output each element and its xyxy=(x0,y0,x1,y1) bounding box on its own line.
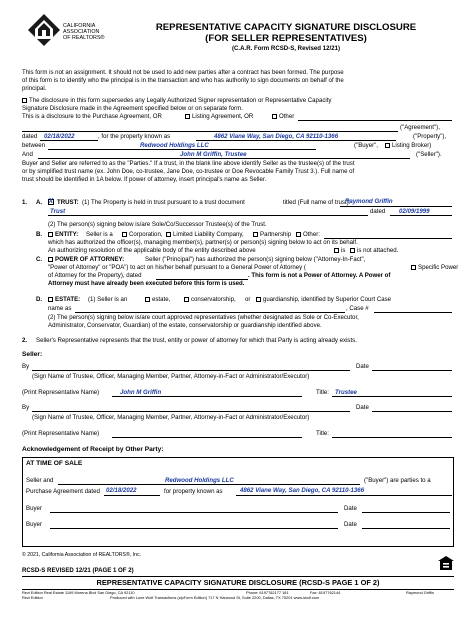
specific-poa-checkbox[interactable] xyxy=(411,265,416,270)
estate-text-3: (2) The person(s) signing below is/are court approved representatives (whether designated as Sole or Co-Executor, xyxy=(48,314,359,321)
print-name-label-1: (Print Representative Name) xyxy=(22,389,100,396)
buyer-value: Redwood Holdings LLC xyxy=(140,142,209,149)
seller-date-line-2[interactable] xyxy=(372,411,452,412)
ack-pa-property-value: 4862 Viane Way, San Diego, CA 92110-1366 xyxy=(240,487,365,494)
fine-print-1-phone: Phone: 6197762177 181 xyxy=(246,590,289,595)
listing-broker-checkbox[interactable] xyxy=(385,143,390,148)
property-label: , for the property known as xyxy=(98,133,171,140)
fine-print-1-name: Raymond Griffin xyxy=(406,590,435,595)
poa-text-2b: Specific Power xyxy=(418,264,459,271)
listing-agreement-checkbox[interactable] xyxy=(185,114,190,119)
trust-titled: titled (Full name of trust): xyxy=(283,199,351,206)
case-name-line[interactable] xyxy=(75,312,345,313)
seller-by-label-1: By xyxy=(22,363,30,370)
estate-type-label: estate, xyxy=(152,296,171,303)
logo-line2: ASSOCIATION xyxy=(63,29,100,36)
supersede-line-1: The disclosure in this form supersedes any Legally Authorized Signer representation or Representative Capacity xyxy=(29,97,332,104)
section-2-text: Seller's Representative represents that the trust, entity or power of attorney for which that Party is acting already exists. xyxy=(36,337,357,344)
print-name-label-2: (Print Representative Name) xyxy=(22,430,100,437)
supersede-line-3b: Listing Agreement, OR xyxy=(192,113,254,120)
intro-line-1: This form is not an assignment. It should not be used to add new parties after a contract has been formed. The purpose xyxy=(22,69,344,76)
trust-checkbox-mark: X xyxy=(48,197,54,205)
poa-text-1: Seller ("Principal") has authorized the person(s) signing below ("Attorney-In-Fact", xyxy=(145,256,366,263)
llc-checkbox[interactable] xyxy=(166,232,171,237)
agreement-suffix: ("Agreement"), xyxy=(400,124,440,131)
ack-pa-date-value: 02/18/2022 xyxy=(106,487,137,494)
seller-suffix: ("Seller"). xyxy=(416,151,442,158)
title-label-2: Title: xyxy=(316,430,329,437)
conservatorship-checkbox[interactable] xyxy=(184,297,189,302)
ack-box xyxy=(22,457,454,547)
section-1a-letter: A. xyxy=(36,199,43,206)
poa-text-3a: of Attorney for the Property), dated xyxy=(48,272,142,279)
car-logo xyxy=(27,13,122,53)
ack-date-line-2[interactable] xyxy=(362,528,450,529)
poa-label: POWER OF ATTORNEY: xyxy=(55,256,125,263)
resolution-is-not-label: is not attached. xyxy=(357,247,399,254)
ack-buyer-label-2: Buyer xyxy=(26,521,42,528)
entity-text-2: which has authorized the officer(s), managing member(s), partner(s) or person(s) signing below to act on its behalf. xyxy=(48,239,358,246)
ack-buyer-signature-line-2[interactable] xyxy=(50,528,338,529)
partnership-label: Partnership xyxy=(260,231,292,238)
supersede-checkbox[interactable] xyxy=(22,98,27,103)
section-2-number: 2. xyxy=(22,337,28,344)
title-label-1: Title: xyxy=(316,389,329,396)
resolution-is-label: is xyxy=(341,247,346,254)
conservatorship-label: conservatorship, xyxy=(191,296,236,303)
guardianship-label: guardianship, identified by Superior Court Case xyxy=(263,296,392,303)
ack-date-line-1[interactable] xyxy=(362,512,450,513)
title-value-1: Trustee xyxy=(335,389,357,396)
estate-label: ESTATE: xyxy=(55,296,81,303)
trust-name-line-1[interactable] xyxy=(340,206,452,207)
entity-text-3: An authorizing resolution of the applicable body of the entity described above xyxy=(48,247,256,254)
trust-label: TRUST: xyxy=(57,199,79,206)
estate-text-1a: (1) Seller is an xyxy=(88,296,128,303)
resolution-is-not-checkbox[interactable] xyxy=(350,248,355,253)
seller-date-line-1[interactable] xyxy=(372,370,452,371)
guardianship-checkbox[interactable] xyxy=(256,297,261,302)
ack-parties-text: ("Buyer") are parties to a xyxy=(364,477,431,484)
bottom-title: REPRESENTATIVE CAPACITY SIGNATURE DISCLOSURE (RCSD-S PAGE 1 OF 2) xyxy=(96,578,380,587)
entity-label: ENTITY: xyxy=(55,231,79,238)
parties-text-3: trust should be identified in 1A below. If power of attorney, insert principal's name as Seller. xyxy=(22,176,267,183)
ack-pa-date-line[interactable] xyxy=(104,495,160,496)
between-label: between xyxy=(22,142,46,149)
print-name-value-1: John M Griffin xyxy=(120,389,162,396)
trust-date-value: 02/09/1999 xyxy=(399,208,430,215)
and-label: And xyxy=(22,151,33,158)
supersede-line-3c: Other xyxy=(279,113,295,120)
fine-print-1-fax: Fax: 6197762144 xyxy=(310,590,341,595)
section-1-number: 1. xyxy=(22,199,28,206)
at-time-of-sale-title: AT TIME OF SALE xyxy=(26,460,83,467)
sign-caption-2: (Sign Name of Trustee, Officer, Managing Member, Partner, Attorney-in-Fact or Administrator/Executor) xyxy=(32,414,310,421)
logo-line1: CALIFORNIA xyxy=(63,23,96,29)
resolution-is-checkbox[interactable] xyxy=(334,248,339,253)
other-agreement-line[interactable] xyxy=(298,120,452,121)
intro-line-3: principal. xyxy=(22,85,47,92)
supersede-line-3a: This is a disclosure to the Purchase Agreement, OR xyxy=(22,113,162,120)
agreement-date-value: 02/18/2022 xyxy=(44,133,75,140)
revised-text: RCSD-S REVISED 12/21 (PAGE 1 OF 2) xyxy=(22,567,134,574)
ack-pa-dated: Purchase Agreement dated xyxy=(26,488,100,495)
ack-buyer-label-1: Buyer xyxy=(26,505,42,512)
estate-type-checkbox[interactable] xyxy=(145,297,150,302)
case-number-line[interactable] xyxy=(374,312,452,313)
ack-heading: Acknowledgement of Receipt by Other Party: xyxy=(22,446,164,453)
ack-pa-property-label: for property known as xyxy=(164,488,223,495)
seller-value: John M Griffin, Trustee xyxy=(180,151,247,158)
parties-text-1: Buyer and Seller are referred to as the "Parties." If a trust, in the blank line above identify Seller as the trustee(s) of the trust xyxy=(22,160,355,167)
ack-pa-property-line[interactable] xyxy=(236,495,452,496)
estate-text-2b: , Case # xyxy=(346,305,369,312)
fine-print-2-left: Rezi Edition xyxy=(22,595,43,600)
poa-text-4: Attorney must have already been executed before this form is used. xyxy=(48,280,245,287)
ack-buyer-value: Redwood Holdings LLC xyxy=(165,477,234,484)
form-subtitle-2: (C.A.R. Form RCSD-S, Revised 12/21) xyxy=(231,45,341,52)
corporation-label: Corporation, xyxy=(129,231,163,238)
section-1c-letter: C. xyxy=(36,256,43,263)
parties-text-2: or by simplified trust name (ex. John Doe, co-trustee, Jane Doe, co-trustee or Doe Revocable Family Trust 3.). Full name of xyxy=(22,168,355,175)
logo-text xyxy=(63,23,105,42)
intro-line-2: of this form is to identify who the principal is in the transaction and who has authority to sign documents on behalf of the xyxy=(22,77,344,84)
logo-line3: OF REALTORS® xyxy=(63,35,105,42)
form-title: REPRESENTATIVE CAPACITY SIGNATURE DISCLOSURE xyxy=(155,22,417,33)
dated-label: dated xyxy=(22,133,38,140)
seller-date-label-2: Date xyxy=(356,404,369,411)
entity-text-1: Seller is a xyxy=(86,231,113,238)
form-subtitle-1: (FOR SELLER REPRESENTATIVES) xyxy=(205,33,367,44)
house-logo-icon xyxy=(27,13,61,47)
listing-broker-label: Listing Broker) xyxy=(392,142,432,149)
print-name-line-2[interactable] xyxy=(112,437,302,438)
seller-signature-line-2[interactable] xyxy=(32,411,350,412)
seller-by-label-2: By xyxy=(22,404,30,411)
entity-other-checkbox[interactable] xyxy=(296,232,301,237)
estate-checkbox[interactable] xyxy=(48,297,53,302)
section-1b-letter: B. xyxy=(36,231,43,238)
section-1d-letter: D. xyxy=(36,296,43,303)
entity-checkbox[interactable] xyxy=(48,232,53,237)
fine-print-1-left: Rezi Edition Real Estate 1169 Morena Blvd San Diego, CA 92110 xyxy=(22,590,135,595)
poa-text-3b: . This form is not a Power of Attorney. A Power of xyxy=(248,272,391,279)
agreement-description-line[interactable] xyxy=(22,131,398,132)
ack-seller-and: Seller and xyxy=(26,477,54,484)
footer-rule xyxy=(22,576,454,577)
trust-name-value-1: Raymond Griffin xyxy=(345,198,393,205)
title-line-2[interactable] xyxy=(332,437,452,438)
ack-buyer-signature-line-1[interactable] xyxy=(50,512,338,513)
supersede-line-2: Signature Disclosure made in the Agreement specified below or on separate form. xyxy=(22,105,243,112)
buyer-suffix: ("Buyer", xyxy=(354,142,378,149)
copyright-text: © 2021, California Association of REALTORS®, Inc. xyxy=(22,552,142,558)
estate-or-label: or xyxy=(245,296,251,303)
partnership-checkbox[interactable] xyxy=(253,232,258,237)
trust-a2-text: (2) The person(s) signing below is/are Sole/Co/Successor Trustee(s) of the Trust. xyxy=(48,221,267,228)
poa-text-2a: "Power of Attorney" or "POA") to act on his/her behalf pursuant to a General Power of Attorney ( xyxy=(48,264,306,271)
estate-text-2a: name as xyxy=(48,305,72,312)
trust-dated-label: dated xyxy=(370,208,386,215)
property-suffix: ("Property"), xyxy=(413,133,447,140)
equal-housing-icon xyxy=(438,556,454,570)
seller-heading: Seller: xyxy=(22,351,43,358)
corporation-checkbox[interactable] xyxy=(122,232,127,237)
fine-print-2-mid: Produced with Lone Wolf Transactions (zipForm Edition) 717 N Harwood St, Suite 2200, Dallas, TX 75201 www.lwolf.com xyxy=(110,595,320,600)
ack-date-label-2: Date xyxy=(344,521,357,528)
seller-signature-line-1[interactable] xyxy=(32,370,350,371)
llc-label: Limited Liability Company, xyxy=(173,231,244,238)
ack-date-label-1: Date xyxy=(344,505,357,512)
seller-date-label-1: Date xyxy=(356,363,369,370)
trust-text: (1) The Property is held in trust pursuant to a trust document xyxy=(82,199,245,206)
entity-other-label: Other: xyxy=(303,231,320,238)
trust-name-value-2: Trust xyxy=(50,208,66,215)
estate-text-4: Administrator, Conservator, Guardian) of the estate, conservatorship or guardianship identified above. xyxy=(48,322,322,329)
other-agreement-checkbox[interactable] xyxy=(272,114,277,119)
property-value: 4862 Viane Way, San Diego, CA 92110-1366 xyxy=(214,133,339,140)
poa-checkbox[interactable] xyxy=(48,257,53,262)
sign-caption-1: (Sign Name of Trustee, Officer, Managing Member, Partner, Attorney-in-Fact or Administrator/Executor) xyxy=(32,373,310,380)
trust-name-line-2[interactable] xyxy=(48,215,368,216)
